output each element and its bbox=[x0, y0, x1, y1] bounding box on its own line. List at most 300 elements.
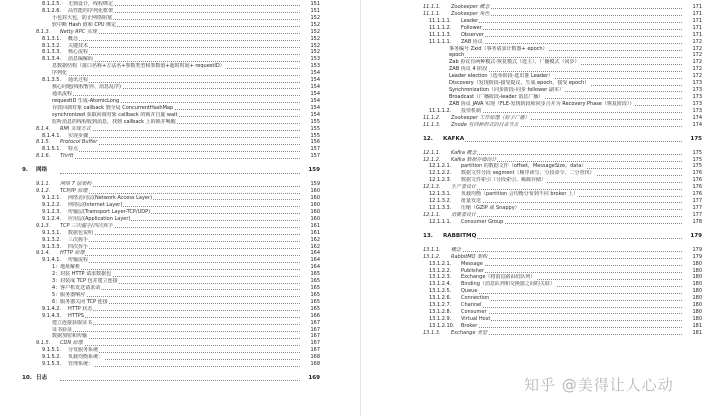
toc-entry-page-number: 179 bbox=[682, 247, 702, 254]
toc-entry-title: Kafka 数据存储设计 bbox=[451, 156, 497, 163]
toc-entry[interactable] bbox=[361, 302, 720, 309]
toc-entry-title: requestID 生成-AtomicLong bbox=[52, 97, 120, 104]
toc-entry[interactable] bbox=[0, 340, 360, 347]
toc-entry-page-number: 172 bbox=[682, 73, 702, 80]
toc-dot-leader bbox=[461, 327, 694, 328]
toc-dot-leader bbox=[461, 36, 694, 37]
toc-entry-page-number: 171 bbox=[682, 18, 702, 25]
toc-dot-leader bbox=[443, 141, 694, 142]
toc-entry-number: 8.1.3.3. bbox=[42, 49, 62, 56]
toc-entry[interactable] bbox=[361, 184, 720, 191]
toc-entry-page-number: 180 bbox=[682, 302, 702, 309]
toc-entry-page-number: 175 bbox=[682, 163, 702, 170]
toc-entry-page-number: 180 bbox=[682, 316, 702, 323]
toc-entry-page-number: 162 bbox=[300, 237, 320, 244]
toc-entry-page-number: 168 bbox=[300, 354, 320, 361]
toc-entry-page-number: 171 bbox=[682, 11, 702, 18]
toc-entry-number: 8.1.3. bbox=[36, 28, 51, 35]
toc-entry[interactable] bbox=[361, 254, 720, 261]
toc-entry-page-number: 177 bbox=[682, 205, 702, 212]
toc-entry-number: 9.1.3.2. bbox=[42, 236, 62, 243]
toc-entry[interactable] bbox=[361, 198, 720, 205]
toc-entry[interactable] bbox=[361, 288, 720, 295]
toc-entry-page-number: 164 bbox=[300, 264, 320, 271]
toc-dot-leader bbox=[461, 112, 694, 113]
toc-entry-page-number: 179 bbox=[682, 254, 702, 261]
toc-dot-leader bbox=[68, 40, 314, 41]
toc-entry[interactable] bbox=[0, 244, 360, 251]
toc-entry[interactable] bbox=[361, 191, 720, 198]
toc-entry-page-number: 154 bbox=[300, 70, 320, 77]
toc-entry-title: 无锁设计，线程绑定 bbox=[68, 1, 114, 7]
toc-entry[interactable] bbox=[0, 112, 360, 119]
toc-entry[interactable] bbox=[0, 347, 360, 354]
toc-entry[interactable] bbox=[0, 292, 360, 299]
toc-entry-title: 5：服务器响应 bbox=[52, 291, 86, 298]
toc-entry[interactable] bbox=[361, 94, 720, 101]
toc-entry-title: KAFKA bbox=[443, 133, 465, 146]
toc-entry-title: HTTP 原理 bbox=[60, 250, 85, 257]
toc-entry[interactable] bbox=[361, 268, 720, 275]
toc-entry[interactable] bbox=[0, 91, 360, 98]
toc-entry[interactable] bbox=[361, 163, 720, 170]
toc-entry-title: TCP/IP 原理 bbox=[60, 188, 88, 195]
toc-entry-page-number: 152 bbox=[300, 49, 320, 56]
toc-entry-page-number: 180 bbox=[682, 288, 702, 295]
toc-entry-page-number: 173 bbox=[682, 87, 702, 94]
toc-entry[interactable] bbox=[361, 212, 720, 219]
toc-dot-leader bbox=[68, 352, 314, 353]
toc-entry[interactable] bbox=[361, 316, 720, 323]
toc-entry-title: 批量发送 bbox=[461, 198, 482, 205]
toc-entry[interactable] bbox=[0, 372, 360, 385]
toc-entry-title: partition 的数据文件（offset，MessageSize，data） bbox=[461, 163, 587, 170]
toc-entry[interactable] bbox=[0, 230, 360, 237]
toc-entry-title: 负载均衡系统： bbox=[68, 354, 104, 361]
toc-entry-title: 息数据结构（接口名称+方法名+参数类型和参数值+超时时间+ requestID） bbox=[52, 63, 225, 70]
toc-entry-title: Zookeeper 角色 bbox=[451, 10, 490, 17]
toc-dot-leader bbox=[60, 173, 314, 174]
toc-entry-page-number: 165 bbox=[300, 285, 320, 292]
toc-entry-page-number: 173 bbox=[682, 101, 702, 108]
toc-entry-title: Netty RPC 实现 bbox=[60, 28, 97, 35]
toc-entry-page-number: 173 bbox=[682, 80, 702, 87]
toc-entry-title: 网络层(Internet Layer) bbox=[68, 201, 123, 208]
toc-entry-number: 12.1.2. bbox=[423, 156, 441, 163]
toc-entry-title: 建立连接获取证书 bbox=[52, 319, 93, 326]
toc-dot-leader bbox=[461, 300, 694, 301]
toc-entry-number: 8.1.3.5. bbox=[42, 77, 62, 84]
toc-entry-page-number: 175 bbox=[682, 157, 702, 164]
toc-dot-leader bbox=[52, 338, 314, 339]
toc-entry-page-number: 160 bbox=[300, 202, 320, 209]
toc-entry-number: 13.1.2.3. bbox=[429, 274, 452, 281]
toc-entry-page-number: 167 bbox=[300, 320, 320, 327]
toc-dot-leader bbox=[68, 248, 314, 249]
toc-entry[interactable] bbox=[0, 333, 360, 340]
toc-entry-title: 证书验证 bbox=[52, 326, 73, 333]
toc-entry-title: 生产者设计 bbox=[451, 184, 477, 191]
toc-entry-title: 通讯流程 bbox=[52, 90, 73, 97]
toc-entry-page-number: 174 bbox=[682, 122, 702, 129]
toc-entry-number: 11.1.1.2. bbox=[429, 24, 452, 31]
toc-entry-page-number: 180 bbox=[682, 281, 702, 288]
toc-entry-number: 12.1.1. bbox=[423, 211, 441, 218]
toc-entry[interactable] bbox=[0, 271, 360, 278]
toc-entry-page-number: 154 bbox=[300, 84, 320, 91]
toc-entry-page-number: 167 bbox=[300, 333, 320, 340]
toc-entry-title: Kafka 概念 bbox=[451, 149, 477, 156]
toc-entry-title: 4：客户机发送请求命 bbox=[52, 285, 101, 292]
toc-entry[interactable] bbox=[361, 170, 720, 177]
toc-entry-number: 9.1.2.3. bbox=[42, 208, 62, 215]
toc-dot-leader bbox=[461, 320, 694, 321]
toc-entry-page-number: 152 bbox=[300, 15, 320, 22]
toc-entry-page-number: 171 bbox=[682, 25, 702, 32]
toc-entry-page-number: 177 bbox=[682, 212, 702, 219]
toc-entry[interactable] bbox=[0, 63, 360, 70]
toc-entry-number: 11.1.1.1. bbox=[429, 38, 452, 45]
toc-entry-page-number: 164 bbox=[300, 250, 320, 257]
toc-entry-number: 8.1.5.1. bbox=[42, 146, 62, 153]
toc-entry[interactable] bbox=[0, 181, 360, 188]
toc-entry-number: 8.1.3.2. bbox=[42, 42, 62, 49]
toc-dot-leader bbox=[68, 137, 314, 138]
toc-dot-leader bbox=[68, 151, 314, 152]
toc-entry[interactable] bbox=[361, 32, 720, 39]
toc-entry-title: Connection bbox=[461, 295, 490, 302]
toc-entry-title: TCP 三次握手/四次挥手 bbox=[60, 222, 113, 229]
toc-entry-page-number: 176 bbox=[682, 170, 702, 177]
toc-entry[interactable] bbox=[0, 195, 360, 202]
toc-entry[interactable] bbox=[0, 22, 360, 29]
toc-entry-title: Message bbox=[461, 260, 483, 267]
toc-entry-title: 2：封装 HTTP 请求数据包 bbox=[52, 271, 112, 278]
toc-entry[interactable] bbox=[0, 98, 360, 105]
toc-dot-leader bbox=[461, 272, 694, 273]
toc-entry-number: 12. bbox=[423, 135, 433, 142]
toc-entry-page-number: 167 bbox=[300, 340, 320, 347]
toc-entry-title: ZAB 协议 bbox=[461, 38, 483, 45]
toc-entry-page-number: 167 bbox=[300, 327, 320, 334]
toc-entry[interactable] bbox=[361, 330, 720, 337]
toc-entry[interactable] bbox=[361, 281, 720, 288]
toc-entry-page-number: 162 bbox=[300, 244, 320, 251]
toc-dot-leader bbox=[60, 380, 314, 381]
toc-entry[interactable] bbox=[361, 230, 720, 243]
toc-entry-title: 负载均衡（partition 会均衡分布到不同 broker 上） bbox=[461, 191, 579, 198]
toc-entry-number: 9.1.2.2. bbox=[42, 201, 62, 208]
toc-entry[interactable] bbox=[0, 264, 360, 271]
toc-entry-number: 13.1.2.5. bbox=[429, 288, 452, 295]
toc-entry-number: 13.1.2.2. bbox=[429, 267, 452, 274]
toc-entry-page-number: 165 bbox=[300, 278, 320, 285]
toc-entry[interactable] bbox=[0, 237, 360, 244]
toc-entry[interactable] bbox=[0, 361, 360, 368]
toc-entry-page-number: 153 bbox=[300, 56, 320, 63]
toc-dot-leader bbox=[68, 47, 314, 48]
toc-dot-leader bbox=[68, 317, 314, 318]
toc-dot-leader bbox=[461, 307, 694, 308]
toc-entry-page-number: 155 bbox=[300, 126, 320, 133]
toc-entry-page-number: 160 bbox=[300, 209, 320, 216]
toc-entry[interactable] bbox=[361, 46, 720, 53]
toc-entry-title: Znode 有四种形式的目录节点 bbox=[451, 121, 519, 128]
toc-entry-title: 消费者设计 bbox=[451, 211, 477, 218]
toc-entry-title: Thrift bbox=[60, 153, 74, 160]
toc-entry[interactable] bbox=[0, 36, 360, 43]
toc-entry-page-number: 152 bbox=[300, 36, 320, 43]
toc-entry-page-number: 178 bbox=[682, 219, 702, 226]
toc-entry-title: 小包封大包，防止网络阻塞 bbox=[52, 14, 113, 21]
toc-entry[interactable] bbox=[0, 354, 360, 361]
toc-entry[interactable] bbox=[361, 261, 720, 268]
toc-entry-page-number: 172 bbox=[682, 59, 702, 66]
toc-entry-page-number: 165 bbox=[300, 271, 320, 278]
toc-entry[interactable] bbox=[361, 219, 720, 226]
toc-entry-title: 网络 bbox=[36, 164, 48, 177]
toc-dot-leader bbox=[60, 158, 314, 159]
toc-entry-page-number: 156 bbox=[300, 139, 320, 146]
toc-entry-number: 13.1.2.7. bbox=[429, 302, 452, 309]
toc-entry-title: 数据包说明 bbox=[68, 229, 94, 236]
toc-entry-title: CDN 原理 bbox=[60, 340, 83, 347]
toc-entry[interactable] bbox=[361, 11, 720, 18]
toc-entry-page-number: 181 bbox=[682, 323, 702, 330]
toc-entry-title: RabbitMQ 架构 bbox=[451, 253, 488, 260]
toc-entry-page-number: 172 bbox=[682, 52, 702, 59]
toc-entry-title: Zookeeper 工作原理（原子广播） bbox=[451, 114, 530, 121]
toc-dot-leader bbox=[68, 82, 314, 83]
toc-entry-page-number: 154 bbox=[300, 98, 320, 105]
toc-entry-title: 软中断 Hash 值和 CPU 绑定 bbox=[52, 21, 117, 28]
toc-entry[interactable] bbox=[0, 250, 360, 257]
toc-dot-leader bbox=[68, 310, 314, 311]
toc-entry-page-number: 180 bbox=[682, 268, 702, 275]
toc-entry-number: 12.1.3.2. bbox=[429, 198, 452, 205]
toc-entry[interactable] bbox=[0, 299, 360, 306]
toc-entry-title: 压缩（GZIP 或 Snappy） bbox=[461, 204, 520, 211]
toc-entry-title: Follower bbox=[461, 24, 482, 31]
toc-entry-title: 日志 bbox=[36, 372, 48, 385]
toc-dot-leader bbox=[451, 216, 694, 217]
toc-entry[interactable] bbox=[361, 177, 720, 184]
toc-entry-title: Discovery（发现阶段-接受提议、生成 epoch、接受 epoch） bbox=[449, 80, 590, 87]
toc-entry[interactable] bbox=[361, 133, 720, 146]
toc-entry-title: HTTPS bbox=[68, 312, 84, 319]
toc-entry-title: HTTP 状态 bbox=[68, 305, 93, 312]
toc-entry-title: epoch bbox=[449, 52, 465, 59]
toc-entry[interactable] bbox=[0, 70, 360, 77]
toc-dot-leader bbox=[52, 296, 314, 297]
toc-entry-title: 传输层(Tramsport Layer-TCP/UDP) bbox=[68, 208, 151, 215]
toc-entry[interactable] bbox=[0, 146, 360, 153]
toc-entry-title: 网络访问层(Network Access Layer) bbox=[68, 195, 153, 202]
toc-entry-title: Broker bbox=[461, 322, 478, 329]
toc-entry-page-number: 166 bbox=[300, 313, 320, 320]
toc-entry[interactable] bbox=[0, 56, 360, 63]
toc-entry[interactable] bbox=[361, 4, 720, 11]
toc-entry-number: 13.1.2.8. bbox=[429, 309, 452, 316]
toc-entry[interactable] bbox=[0, 43, 360, 50]
toc-entry-title: 事务编号 Zxid（事务请求计数器+ epoch） bbox=[449, 45, 548, 52]
toc-entry-number: 9.1.2. bbox=[36, 188, 51, 195]
toc-entry[interactable] bbox=[0, 105, 360, 112]
toc-entry[interactable] bbox=[361, 323, 720, 330]
toc-entry-number: 11.1.3. bbox=[423, 121, 441, 128]
toc-entry-number: 9.1.3.3. bbox=[42, 243, 62, 250]
toc-entry-title: Channel bbox=[461, 302, 482, 309]
toc-entry[interactable] bbox=[0, 84, 360, 91]
toc-entry[interactable] bbox=[361, 80, 720, 87]
toc-entry[interactable] bbox=[0, 29, 360, 36]
toc-entry[interactable] bbox=[361, 150, 720, 157]
toc-list-right bbox=[361, 0, 720, 337]
toc-entry[interactable] bbox=[361, 18, 720, 25]
toc-entry-page-number: 174 bbox=[682, 115, 702, 122]
toc-entry[interactable] bbox=[0, 327, 360, 334]
toc-entry[interactable] bbox=[361, 25, 720, 32]
toc-entry-number: 9.1.3. bbox=[36, 222, 51, 229]
toc-dot-leader bbox=[68, 54, 314, 55]
toc-entry-title: 6：服务器关闭 TCP 连接 bbox=[52, 298, 108, 305]
toc-entry[interactable] bbox=[0, 285, 360, 292]
toc-entry-number: 13.1.2.10. bbox=[429, 322, 455, 329]
toc-entry-page-number: 176 bbox=[682, 191, 702, 198]
toc-entry-page-number: 159 bbox=[300, 164, 320, 177]
toc-entry-page-number: 175 bbox=[682, 133, 702, 146]
toc-entry[interactable] bbox=[361, 52, 720, 59]
toc-entry[interactable] bbox=[361, 39, 720, 46]
toc-entry-page-number: 151 bbox=[300, 1, 320, 8]
toc-entry[interactable] bbox=[361, 122, 720, 129]
toc-entry-page-number: 155 bbox=[300, 133, 320, 140]
toc-entry[interactable] bbox=[0, 49, 360, 56]
toc-entry-number: 9.1.1. bbox=[36, 181, 51, 188]
toc-entry[interactable] bbox=[361, 59, 720, 66]
toc-entry-page-number: 151 bbox=[300, 8, 320, 15]
toc-dot-leader bbox=[52, 269, 314, 270]
toc-entry-number: 13.1.2.1. bbox=[429, 260, 452, 267]
toc-entry[interactable] bbox=[0, 153, 360, 160]
toc-entry[interactable] bbox=[0, 8, 360, 15]
toc-entry[interactable] bbox=[361, 66, 720, 73]
toc-entry[interactable] bbox=[0, 306, 360, 313]
toc-entry[interactable] bbox=[361, 115, 720, 122]
toc-entry[interactable] bbox=[0, 257, 360, 264]
toc-entry[interactable] bbox=[0, 202, 360, 209]
toc-entry-title: 消息编解码 bbox=[68, 56, 94, 63]
toc-entry-number: 8.1.5. bbox=[36, 139, 51, 146]
toc-dot-leader bbox=[60, 345, 314, 346]
toc-entry[interactable] bbox=[361, 274, 720, 281]
toc-entry-title: Exchange（将消息路由给队列） bbox=[461, 274, 536, 281]
toc-entry-title: 关键技术 bbox=[68, 42, 89, 49]
toc-dot-leader bbox=[451, 189, 694, 190]
toc-entry-page-number: 155 bbox=[300, 119, 320, 126]
toc-entry[interactable] bbox=[0, 15, 360, 22]
toc-dot-leader bbox=[60, 130, 314, 131]
toc-entry[interactable] bbox=[0, 77, 360, 84]
toc-entry[interactable] bbox=[0, 223, 360, 230]
toc-entry[interactable] bbox=[0, 320, 360, 327]
toc-entry-page-number: 153 bbox=[300, 63, 320, 70]
toc-entry-title: Exchange 类型 bbox=[451, 329, 488, 336]
toc-entry[interactable] bbox=[361, 108, 720, 115]
toc-dot-leader bbox=[60, 255, 314, 256]
toc-entry[interactable] bbox=[361, 87, 720, 94]
toc-entry[interactable] bbox=[361, 73, 720, 80]
toc-entry[interactable] bbox=[361, 101, 720, 108]
toc-entry[interactable] bbox=[0, 119, 360, 126]
toc-entry[interactable] bbox=[0, 188, 360, 195]
toc-entry[interactable] bbox=[0, 139, 360, 146]
toc-entry-title: 管理系统： bbox=[68, 361, 94, 368]
toc-entry-title: Queue bbox=[461, 288, 478, 295]
toc-entry-title: Protocol Buffer bbox=[60, 139, 98, 146]
toc-entry[interactable] bbox=[361, 157, 720, 164]
toc-entry[interactable] bbox=[0, 1, 360, 8]
toc-entry-number: 8.1.6. bbox=[36, 153, 51, 160]
toc-entry-number: 9.1.4. bbox=[36, 250, 51, 257]
toc-entry-title: Observer bbox=[461, 31, 484, 38]
toc-entry[interactable] bbox=[361, 247, 720, 254]
toc-entry[interactable] bbox=[0, 278, 360, 285]
toc-entry[interactable] bbox=[0, 126, 360, 133]
toc-entry-number: 9.1.4.2. bbox=[42, 305, 62, 312]
toc-entry[interactable] bbox=[0, 164, 360, 177]
toc-entry[interactable] bbox=[0, 313, 360, 320]
toc-entry-number: 12.1.2.1. bbox=[429, 163, 452, 170]
toc-entry-title: 高性能的序列化框架 bbox=[68, 7, 114, 14]
toc-entry-page-number: 154 bbox=[300, 105, 320, 112]
toc-entry-page-number: 176 bbox=[682, 177, 702, 184]
toc-entry-page-number: 177 bbox=[682, 198, 702, 205]
toc-entry-number: 11.1.2. bbox=[423, 114, 441, 121]
toc-entry-number: 10. bbox=[22, 375, 32, 382]
toc-entry-number: 9.1.5.1. bbox=[42, 347, 62, 354]
toc-entry[interactable] bbox=[0, 209, 360, 216]
toc-dot-leader bbox=[461, 43, 694, 44]
toc-entry-page-number: 160 bbox=[300, 188, 320, 195]
toc-entry-title: 监听消息的线程收到消息，找到 callback 上的锁并唤醒 bbox=[52, 118, 176, 125]
toc-entry-title: Binding（消息队列和交换器之间的关联） bbox=[461, 281, 555, 288]
toc-entry[interactable] bbox=[361, 205, 720, 212]
toc-entry-page-number: 152 bbox=[300, 43, 320, 50]
toc-list-left bbox=[0, 0, 360, 389]
toc-dot-leader bbox=[52, 331, 314, 332]
toc-entry-title: Virtual Host bbox=[461, 315, 491, 322]
toc-entry-number: 13.1.3. bbox=[423, 329, 441, 336]
toc-entry-title: Publisher bbox=[461, 267, 484, 274]
toc-entry[interactable] bbox=[0, 216, 360, 223]
toc-entry-page-number: 161 bbox=[300, 223, 320, 230]
toc-entry-title: ZAB 协议 4 阶段 bbox=[449, 66, 488, 73]
toc-entry-page-number: 173 bbox=[682, 94, 702, 101]
toc-entry-page-number: 172 bbox=[682, 39, 702, 46]
toc-entry[interactable] bbox=[0, 133, 360, 140]
toc-entry[interactable] bbox=[361, 295, 720, 302]
toc-entry-page-number: 157 bbox=[300, 153, 320, 160]
toc-entry-title: 实现步骤 bbox=[68, 132, 89, 139]
toc-entry-title: 数据加密和传输 bbox=[52, 333, 88, 340]
toc-entry-title: 通讯过程 bbox=[68, 77, 89, 84]
toc-entry[interactable] bbox=[361, 309, 720, 316]
toc-entry-page-number: 181 bbox=[682, 330, 702, 337]
toc-entry-number: 9.1.2.4. bbox=[42, 215, 62, 222]
toc-entry-number: 8.1.2.6. bbox=[42, 7, 62, 14]
toc-entry-page-number: 165 bbox=[300, 292, 320, 299]
